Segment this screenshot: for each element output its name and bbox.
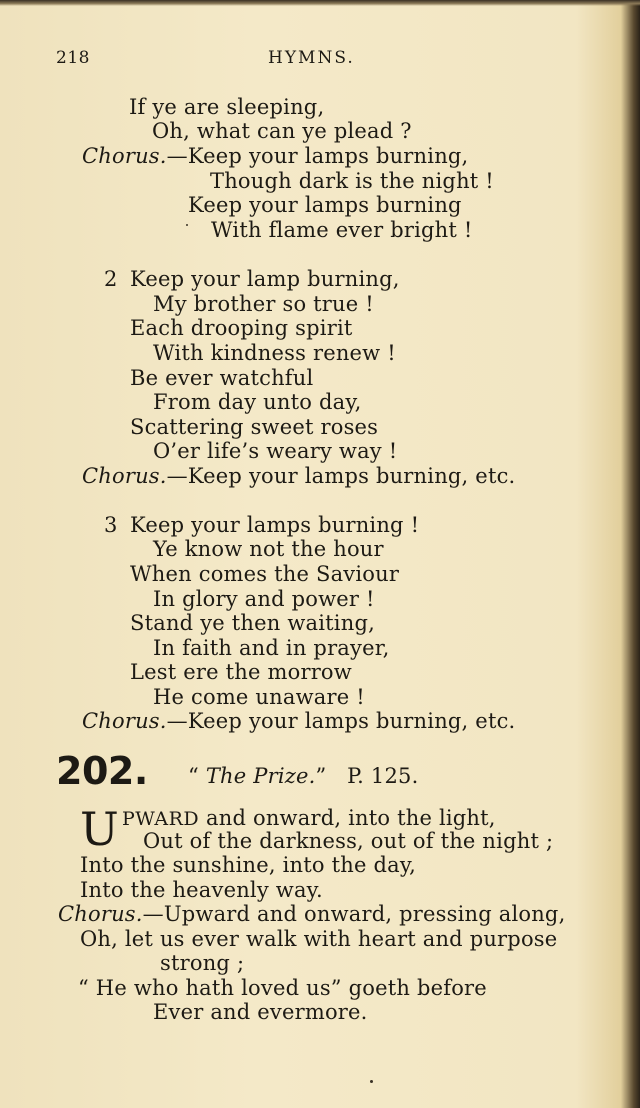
running-title: HYMNS.: [268, 48, 355, 68]
verse-line: Into the heavenly way.: [80, 878, 323, 902]
chorus-line: Ever and evermore.: [153, 1000, 368, 1024]
verse-line: O’er life’s weary way !: [153, 439, 398, 463]
title-close-quote: ”: [315, 764, 327, 788]
chorus-label: Chorus.: [82, 464, 167, 488]
verse-line: Scattering sweet roses: [130, 415, 379, 439]
chorus-text: —Upward and onward, pressing along,: [142, 902, 566, 926]
verse-line: From day unto day,: [153, 390, 362, 414]
chorus-line: Though dark is the night !: [210, 169, 494, 193]
verse-line: Stand ye then waiting,: [130, 611, 375, 635]
verse-line: In faith and in prayer,: [153, 636, 390, 660]
page-number: 218: [56, 48, 90, 68]
chorus-line: [82, 144, 468, 168]
page-reference: P. 125.: [347, 764, 419, 788]
verse-line: With kindness renew !: [153, 341, 396, 365]
hymn-title-line: [188, 764, 418, 788]
chorus-text: —Keep your lamps burning, etc.: [166, 709, 516, 733]
chorus-line: strong ;: [160, 951, 245, 975]
chorus-line: Oh, let us ever walk with heart and purpose: [80, 927, 558, 951]
page-speck: [370, 1080, 373, 1083]
title-open-quote: “: [188, 764, 199, 788]
chorus-text: —Keep your lamps burning, etc.: [166, 464, 516, 488]
verse-line: Keep your lamp burning,: [130, 267, 400, 291]
verse-line: In glory and power !: [153, 587, 375, 611]
chorus-line: [82, 709, 515, 733]
chorus-label: Chorus.: [58, 902, 143, 926]
page-speck: [186, 224, 188, 226]
chorus-line: [82, 464, 515, 488]
verse-line: Out of the darkness, out of the night ;: [143, 829, 554, 853]
page-top-edge: [0, 0, 640, 6]
verse-line: Be ever watchful: [130, 366, 314, 390]
drop-cap: U: [80, 802, 119, 856]
verse-line: When comes the Saviour: [130, 562, 400, 586]
verse-line: [122, 806, 496, 831]
verse-line: Into the sunshine, into the day,: [80, 853, 416, 877]
verse-line: Lest ere the morrow: [130, 660, 352, 684]
verse-line: Ye know not the hour: [153, 537, 384, 561]
chorus-line: Keep your lamps burning: [188, 193, 462, 217]
first-word-small-caps: PWARD: [122, 808, 200, 830]
chorus-label: Chorus.: [82, 709, 167, 733]
verse-line: Oh, what can ye plead ?: [152, 119, 412, 143]
chorus-label: Chorus.: [82, 144, 167, 168]
hymn-number: 202.: [56, 749, 148, 793]
chorus-line: “ He who hath loved us” goeth before: [78, 976, 487, 1000]
hymn-title: The Prize.: [205, 764, 316, 788]
chorus-text: —Keep your lamps burning,: [166, 144, 469, 168]
stanza-number: 2: [104, 267, 118, 291]
chorus-line: With flame ever bright !: [211, 218, 473, 242]
verse-line: My brother so true !: [153, 292, 374, 316]
verse-text: and onward, into the light,: [206, 806, 496, 830]
verse-line: He come unaware !: [153, 685, 365, 709]
chorus-line: [58, 902, 565, 926]
stanza-number: 3: [104, 513, 118, 537]
verse-line: Keep your lamps burning !: [130, 513, 420, 537]
verse-line: Each drooping spirit: [130, 316, 353, 340]
verse-line: If ye are sleeping,: [129, 95, 325, 119]
